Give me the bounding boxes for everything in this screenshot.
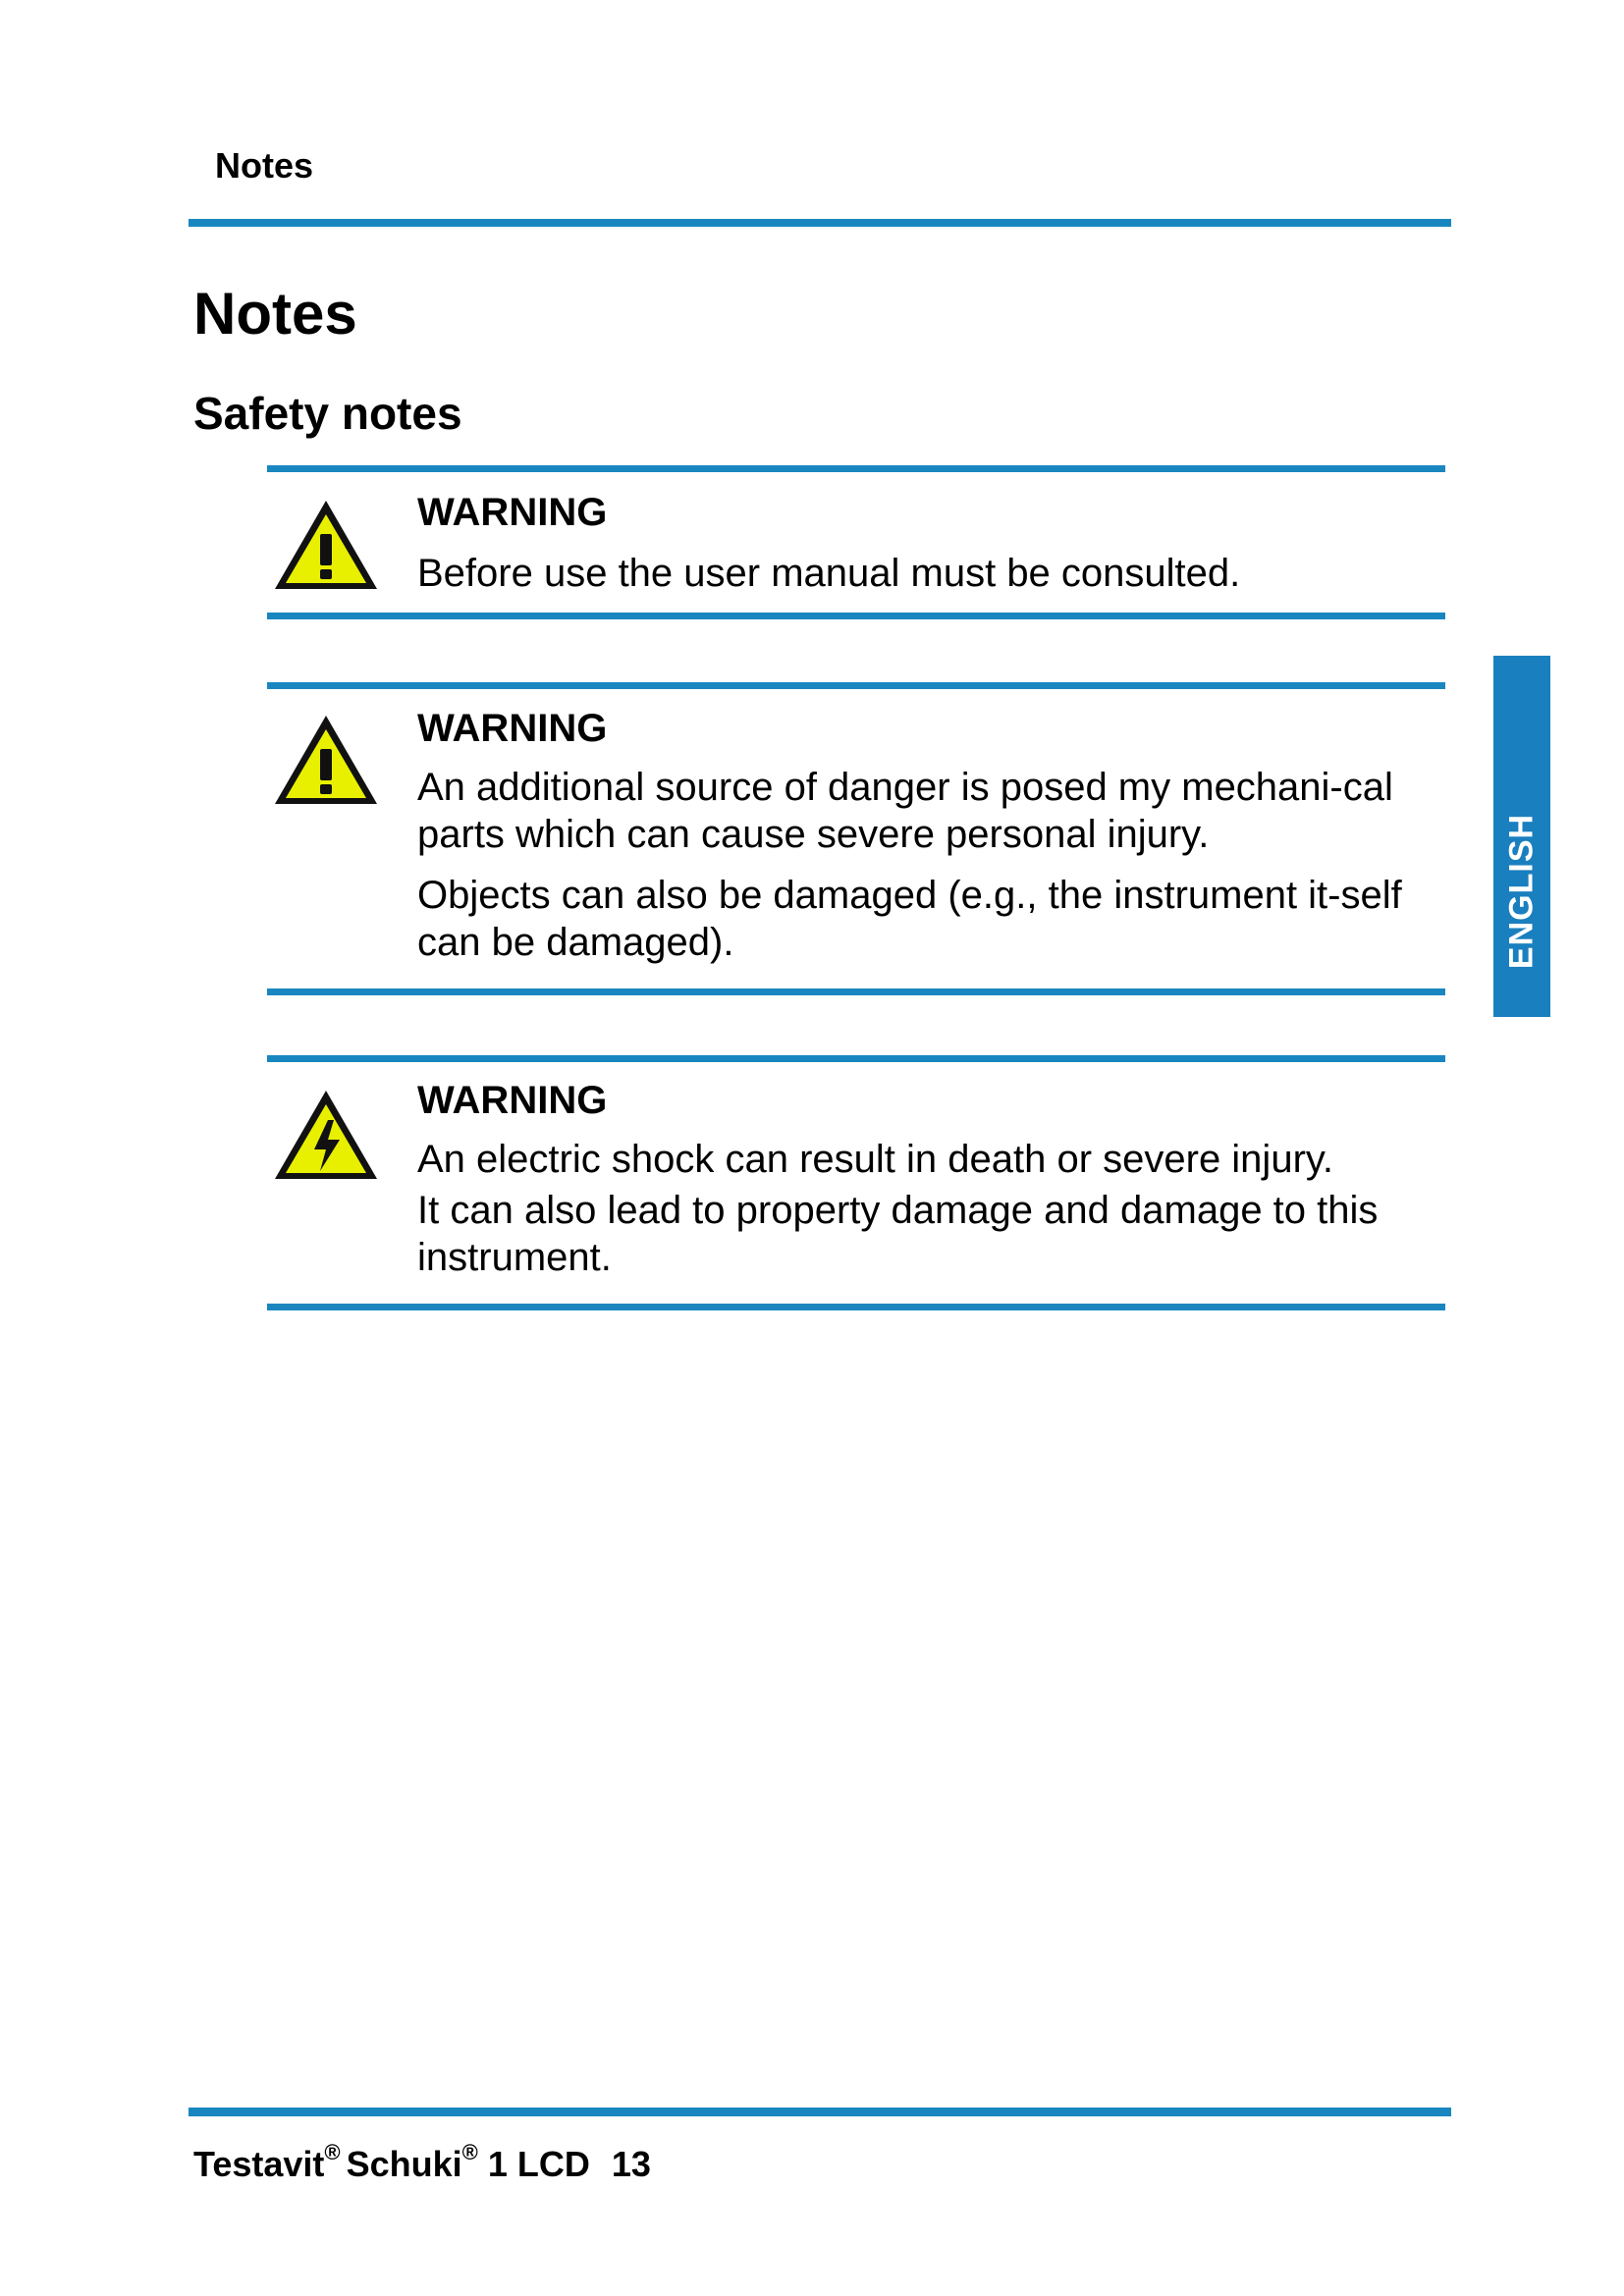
warning-box-bottom-rule (267, 988, 1445, 995)
warning-triangle-exclamation-icon (271, 497, 381, 595)
warning-label: WARNING (417, 1079, 608, 1122)
footer-product: Testavit (193, 2144, 325, 2184)
registered-mark: ® (324, 2140, 341, 2164)
page-number: 13 (611, 2144, 651, 2184)
electric-shock-warning-icon (271, 1087, 381, 1185)
warning-text: An electric shock can result in death or severe injury. (417, 1138, 1334, 1181)
warning-label: WARNING (417, 491, 608, 534)
footer (193, 2140, 651, 2185)
warning-label: WARNING (417, 707, 608, 750)
warning-box-top-rule (267, 1055, 1445, 1062)
warning-box-1 (267, 465, 1445, 622)
warning-text: Before use the user manual must be consulted. (417, 552, 1241, 595)
warning-box-top-rule (267, 465, 1445, 472)
language-side-tab (1493, 656, 1550, 1017)
footer-model: Schuki (346, 2144, 462, 2184)
footer-divider (189, 2108, 1451, 2116)
warning-text: It can also lead to property damage and damage to this instrument. (417, 1189, 1379, 1279)
running-header-title: Notes (215, 145, 314, 186)
section-title: Safety notes (193, 388, 462, 439)
warning-box-bottom-rule (267, 613, 1445, 619)
page-title: Notes (193, 281, 357, 347)
registered-mark: ® (461, 2140, 478, 2164)
language-tab-label: ENGLISH (1502, 813, 1541, 970)
warning-box-3 (267, 1055, 1445, 1310)
warning-box-bottom-rule (267, 1304, 1445, 1310)
header-divider (189, 219, 1451, 227)
warning-text: An additional source of danger is posed my mechani-cal parts which can cause severe personal injury. (417, 766, 1393, 856)
footer-variant: 1 LCD (487, 2144, 590, 2184)
warning-box-top-rule (267, 682, 1445, 689)
warning-triangle-exclamation-icon (271, 712, 381, 810)
warning-text: Objects can also be damaged (e.g., the instrument it-self can be damaged). (417, 874, 1402, 964)
warning-box-2 (267, 682, 1445, 996)
